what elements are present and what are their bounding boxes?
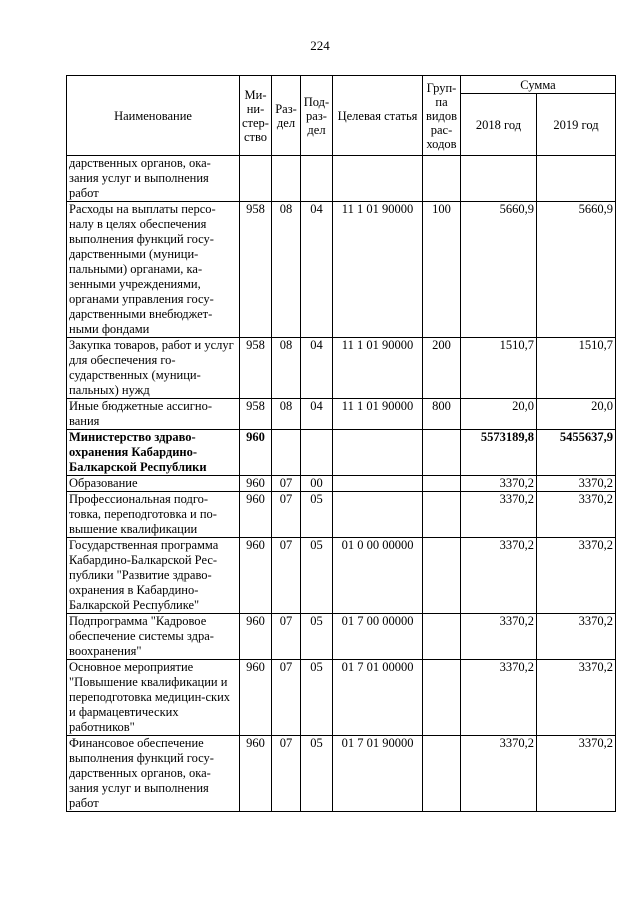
row-name: Подпрограмма "Кадровое обеспечение системы здра-воохранения" — [67, 614, 240, 660]
row-ministry: 960 — [240, 660, 272, 736]
table-row — [67, 156, 616, 202]
row-name: Министерство здраво-охранения Кабардино-Балкарской Республики — [67, 430, 240, 476]
row-sum-2019: 3370,2 — [537, 538, 616, 614]
table-body — [67, 156, 616, 812]
row-name: Закупка товаров, работ и услуг для обеспечения го-сударственных (муници-пальных) нужд — [67, 338, 240, 399]
row-subsection: 05 — [301, 492, 333, 538]
row-subsection — [301, 156, 333, 202]
row-ministry: 960 — [240, 538, 272, 614]
row-ministry: 958 — [240, 202, 272, 338]
row-subsection: 04 — [301, 399, 333, 430]
row-subsection: 05 — [301, 538, 333, 614]
row-subsection: 00 — [301, 476, 333, 492]
row-group — [423, 538, 461, 614]
row-subsection: 04 — [301, 338, 333, 399]
row-group: 800 — [423, 399, 461, 430]
row-section: 08 — [272, 338, 301, 399]
row-ministry: 960 — [240, 736, 272, 812]
row-section: 07 — [272, 476, 301, 492]
row-sum-2018: 3370,2 — [461, 660, 537, 736]
row-name: Государственная программа Кабардино-Балкарской Рес-публики "Развитие здраво-охранения в Кабардино-Балкарской Республике" — [67, 538, 240, 614]
row-sum-2018 — [461, 156, 537, 202]
header-group: Груп-па видов рас-ходов — [423, 76, 461, 156]
row-group: 100 — [423, 202, 461, 338]
row-section: 08 — [272, 399, 301, 430]
row-group — [423, 156, 461, 202]
row-sum-2019: 3370,2 — [537, 476, 616, 492]
table-row — [67, 430, 616, 476]
row-group — [423, 492, 461, 538]
row-sum-2019: 5455637,9 — [537, 430, 616, 476]
row-target — [333, 476, 423, 492]
row-target: 11 1 01 90000 — [333, 399, 423, 430]
row-ministry: 958 — [240, 399, 272, 430]
row-name: Иные бюджетные ассигно-вания — [67, 399, 240, 430]
page-number: 224 — [310, 38, 330, 53]
row-target: 01 7 01 90000 — [333, 736, 423, 812]
row-group: 200 — [423, 338, 461, 399]
header-name: Наименование — [67, 76, 240, 156]
header-section: Раз-дел — [272, 76, 301, 156]
row-sum-2018: 3370,2 — [461, 492, 537, 538]
table-row — [67, 399, 616, 430]
table-row — [67, 338, 616, 399]
row-subsection — [301, 430, 333, 476]
row-name: Финансовое обеспечение выполнения функций госу-дарственных органов, ока-зания услуг и выполнения работ — [67, 736, 240, 812]
table-row — [67, 476, 616, 492]
row-group — [423, 660, 461, 736]
row-target: 01 7 00 00000 — [333, 614, 423, 660]
row-sum-2018: 1510,7 — [461, 338, 537, 399]
budget-table — [66, 75, 616, 812]
row-section: 07 — [272, 614, 301, 660]
row-name: Расходы на выплаты персо-налу в целях обеспечения выполнения функций госу-дарственными (муници-пальными) органами, ка-зенными учреждениями, органами управления госу-дарственными внебюджет-ными фондами — [67, 202, 240, 338]
header-ministry: Ми-ни-стер-ство — [240, 76, 272, 156]
row-sum-2018: 3370,2 — [461, 736, 537, 812]
row-section: 07 — [272, 492, 301, 538]
row-sum-2019: 20,0 — [537, 399, 616, 430]
row-target: 11 1 01 90000 — [333, 202, 423, 338]
row-target — [333, 492, 423, 538]
row-subsection: 05 — [301, 614, 333, 660]
row-target: 01 0 00 00000 — [333, 538, 423, 614]
row-section: 08 — [272, 202, 301, 338]
row-sum-2019: 5660,9 — [537, 202, 616, 338]
table-row — [67, 202, 616, 338]
row-sum-2018: 3370,2 — [461, 538, 537, 614]
row-section — [272, 430, 301, 476]
table-row — [67, 614, 616, 660]
header-sum: Сумма — [461, 76, 616, 94]
row-section: 07 — [272, 660, 301, 736]
header-year-2019: 2019 год — [537, 94, 616, 156]
row-ministry: 960 — [240, 430, 272, 476]
table-row — [67, 660, 616, 736]
header-target: Целевая статья — [333, 76, 423, 156]
row-sum-2019: 3370,2 — [537, 614, 616, 660]
row-ministry: 960 — [240, 492, 272, 538]
header-subsection: Под-раз-дел — [301, 76, 333, 156]
row-sum-2018: 3370,2 — [461, 614, 537, 660]
row-section: 07 — [272, 736, 301, 812]
row-group — [423, 476, 461, 492]
row-sum-2018: 20,0 — [461, 399, 537, 430]
row-ministry: 960 — [240, 614, 272, 660]
row-target: 01 7 01 00000 — [333, 660, 423, 736]
row-subsection: 04 — [301, 202, 333, 338]
row-sum-2019: 3370,2 — [537, 736, 616, 812]
row-sum-2019: 3370,2 — [537, 660, 616, 736]
row-section: 07 — [272, 538, 301, 614]
table-row — [67, 492, 616, 538]
row-ministry: 958 — [240, 338, 272, 399]
row-sum-2018: 3370,2 — [461, 476, 537, 492]
row-target — [333, 430, 423, 476]
row-group — [423, 430, 461, 476]
row-ministry — [240, 156, 272, 202]
row-ministry: 960 — [240, 476, 272, 492]
row-sum-2019 — [537, 156, 616, 202]
row-group — [423, 614, 461, 660]
row-subsection: 05 — [301, 736, 333, 812]
table-row — [67, 538, 616, 614]
row-name: Профессиональная подго-товка, переподготовка и по-вышение квалификации — [67, 492, 240, 538]
row-target: 11 1 01 90000 — [333, 338, 423, 399]
row-group — [423, 736, 461, 812]
row-target — [333, 156, 423, 202]
row-subsection: 05 — [301, 660, 333, 736]
row-sum-2018: 5660,9 — [461, 202, 537, 338]
row-section — [272, 156, 301, 202]
row-sum-2019: 3370,2 — [537, 492, 616, 538]
row-name: Основное мероприятие "Повышение квалификации и переподготовка медицин-ских и фармацевтических работников" — [67, 660, 240, 736]
row-sum-2018: 5573189,8 — [461, 430, 537, 476]
row-sum-2019: 1510,7 — [537, 338, 616, 399]
header-year-2018: 2018 год — [461, 94, 537, 156]
table-row — [67, 736, 616, 812]
row-name: дарственных органов, ока-зания услуг и выполнения работ — [67, 156, 240, 202]
row-name: Образование — [67, 476, 240, 492]
